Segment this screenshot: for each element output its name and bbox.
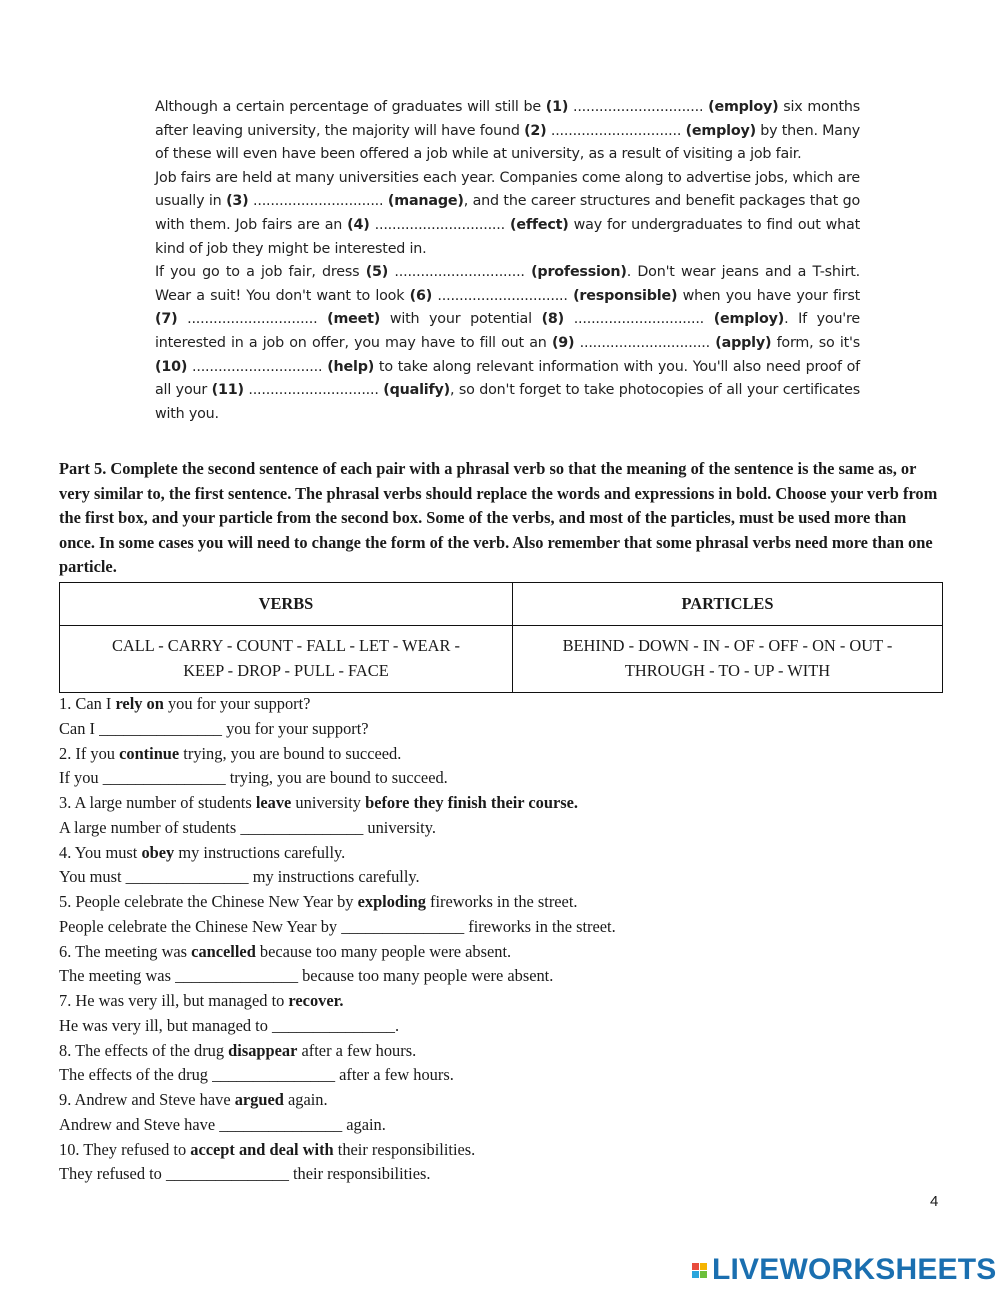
text-run: If you go to a job fair, dress [155, 264, 366, 281]
bold-phrase: disappear [228, 1040, 298, 1060]
particles-list-line-1: BEHIND - DOWN - IN - OF - OFF - ON - OUT - [562, 636, 893, 656]
text-run: again. [283, 1090, 328, 1109]
bold-phrase: (qualify) [383, 382, 450, 399]
bold-phrase: (1) [545, 99, 569, 115]
bold-phrase: (manage) [387, 193, 464, 210]
bold-phrase: (employ) [713, 311, 785, 328]
text-run: Job fairs are held at many universities each year. Companies come along to advertise jobs, which are usually in [155, 169, 860, 210]
answer-blank[interactable]: _______________ [212, 1065, 336, 1085]
exercise-rewrite-sentence [59, 717, 943, 742]
text-run: six months after leaving university, the majority will have found [155, 99, 860, 139]
bold-phrase: (meet) [327, 311, 381, 328]
text-run: A large number of students [59, 817, 241, 837]
exercise-rewrite-sentence [59, 816, 943, 841]
text-run: way for undergraduates to find out what kind of job they might be interested in. [155, 216, 860, 257]
answer-blank[interactable]: _______________ [102, 768, 226, 788]
answer-blank[interactable]: _______________ [175, 966, 299, 986]
answer-blank[interactable]: _______________ [341, 916, 465, 936]
text-run: their responsibilities. [288, 1164, 431, 1184]
text-run: you for your support? [222, 718, 369, 738]
bold-phrase: (4) [347, 216, 370, 233]
text-run: 1. Can I [59, 694, 116, 713]
verbs-header: VERBS [60, 583, 513, 626]
exercise-rewrite-sentence [59, 964, 943, 989]
text-run: 3. A large number of students [59, 793, 256, 812]
text-run: .............................. [388, 264, 532, 281]
bold-phrase: (employ) [685, 122, 756, 139]
text-run: 5. People celebrate the Chinese New Year by [59, 892, 358, 911]
exercise-original-sentence [59, 1088, 943, 1113]
word-box [59, 582, 943, 693]
bold-phrase: exploding [357, 892, 426, 911]
bold-phrase: rely on [115, 694, 164, 713]
exercise-original-sentence [59, 1039, 943, 1064]
exercise-original-sentence [59, 1138, 943, 1163]
page-number: 4 [930, 1193, 939, 1210]
text-run: you for your support? [163, 694, 311, 713]
exercise-rewrite-sentence [59, 1063, 943, 1088]
exercise-rewrite-sentence [59, 915, 943, 940]
text-run: .............................. [369, 216, 511, 233]
bold-phrase: (responsible) [573, 287, 678, 304]
text-run: 9. Andrew and Steve have [59, 1090, 235, 1109]
passage-paragraph [155, 96, 860, 167]
text-run: , and the career structures and benefit packages that go with them. Job fairs are an [155, 193, 860, 233]
bold-phrase: (9) [551, 334, 575, 351]
particles-list-line-2: THROUGH - TO - UP - WITH [624, 661, 831, 680]
exercise-original-sentence [59, 841, 943, 866]
text-run: .............................. [187, 358, 328, 375]
exercise-rewrite-sentence [59, 865, 943, 890]
text-run: 10. They refused to [59, 1139, 191, 1159]
bold-phrase: (effect) [510, 216, 569, 233]
text-run: form, so it's [771, 334, 860, 351]
text-run: after a few hours. [335, 1065, 454, 1085]
answer-blank[interactable]: _______________ [272, 1015, 395, 1035]
bold-phrase: obey [141, 842, 175, 862]
exercise-original-sentence [59, 989, 943, 1014]
exercise-original-sentence [59, 940, 943, 965]
bold-phrase: recover. [288, 991, 344, 1010]
exercise-original-sentence [59, 791, 943, 816]
text-run: , so don't forget to take photocopies of all your certificates with you. [155, 382, 860, 422]
bold-phrase: (2) [524, 122, 547, 139]
text-run: trying, you are bound to succeed. [179, 743, 402, 763]
text-run: their responsibilities. [333, 1139, 476, 1159]
text-run: my instructions carefully. [174, 842, 346, 862]
text-run: again. [342, 1114, 386, 1134]
text-run: .............................. [564, 311, 714, 328]
bold-phrase: (5) [365, 264, 389, 281]
text-run: . If you're interested in a job on offer, you may have to fill out an [155, 311, 860, 351]
text-run: .............................. [546, 122, 686, 139]
bold-phrase: argued [234, 1090, 284, 1109]
logo-block [692, 1263, 699, 1270]
answer-blank[interactable]: _______________ [125, 867, 249, 887]
text-run: because too many people were absent. [298, 966, 554, 986]
logo-block [700, 1271, 707, 1278]
verbs-list-line-1: CALL - CARRY - COUNT - FALL - LET - WEAR - [111, 636, 460, 656]
text-run: trying, you are bound to succeed. [225, 768, 448, 788]
passage-paragraph [155, 261, 860, 426]
text-run: .............................. [248, 193, 388, 210]
text-run: with your potential [380, 311, 542, 328]
particles-header: PARTICLES [512, 583, 942, 626]
text-run: when you have your first [677, 287, 860, 304]
bold-phrase: cancelled [191, 941, 256, 961]
text-run: to take along relevant information with you. You'll also need proof of all your [155, 358, 860, 399]
text-run: by then. Many of these will even have been offered a job while at university, as a result of visiting a job fair. [155, 122, 860, 163]
bold-phrase: (7) [155, 311, 178, 328]
exercise-original-sentence [59, 742, 943, 767]
exercise-original-sentence [59, 890, 943, 915]
bold-phrase: (profession) [531, 264, 627, 281]
bold-phrase: (apply) [715, 334, 772, 351]
text-run: .............................. [568, 99, 709, 115]
text-run: .............................. [243, 382, 384, 399]
text-run: university. [363, 817, 436, 837]
text-run: You must [59, 867, 126, 887]
bold-phrase: before they finish their course. [365, 793, 578, 812]
logo-block [692, 1271, 699, 1278]
text-run: after a few hours. [297, 1040, 417, 1060]
answer-blank[interactable]: _______________ [165, 1164, 289, 1184]
bold-phrase: (help) [327, 358, 375, 375]
exercise-original-sentence [59, 692, 943, 717]
text-run: because too many people were absent. [255, 941, 512, 961]
logo-blocks-icon [692, 1263, 707, 1278]
exercise-rewrite-sentence [59, 1162, 943, 1187]
verbs-list-line-2: KEEP - DROP - PULL - FACE [183, 661, 389, 680]
passage-paragraph [155, 167, 860, 261]
verbs-cell [60, 626, 513, 693]
scanned-passage [155, 96, 860, 426]
bold-phrase: continue [119, 743, 180, 763]
part5-instructions: Part 5. Complete the second sentence of each pair with a phrasal verb so that the meaning of the sentence is the same as, or very similar to, the first sentence. The phrasal verbs should replace the words and expressions in bold. Choose your verb from the first box, and your particle from the second box. Some of the verbs, and most of the particles, must be used more than once. In some cases you will need to change the form of the verb. Also remember that some phrasal verbs need more than one particle. [59, 459, 938, 577]
bold-phrase: (8) [541, 311, 564, 328]
text-run: university [291, 793, 366, 812]
answer-blank[interactable]: _______________ [219, 1114, 343, 1134]
answer-blank[interactable]: _______________ [99, 718, 222, 738]
text-run: Can I [59, 718, 100, 738]
logo-block [700, 1263, 707, 1270]
text-run: . Don't wear jeans and a T-shirt. Wear a suit! You don't want to look [155, 264, 860, 304]
text-run: . [394, 1015, 400, 1035]
text-run: The meeting was [59, 966, 176, 986]
text-run: .............................. [574, 334, 716, 351]
text-run: fireworks in the street. [425, 892, 578, 911]
text-run: .............................. [177, 311, 328, 328]
particles-cell [512, 626, 942, 693]
bold-phrase: (11) [211, 382, 244, 399]
text-run: my instructions carefully. [248, 867, 420, 887]
text-run: 8. The effects of the drug [59, 1040, 229, 1060]
text-run: Andrew and Steve have [59, 1114, 220, 1134]
bold-phrase: leave [255, 793, 292, 812]
text-run: Although a certain percentage of graduates will still be [155, 99, 546, 115]
exercise-rewrite-sentence [59, 1014, 943, 1039]
liveworksheets-logo [692, 1254, 997, 1286]
exercise-rewrite-sentence [59, 1113, 943, 1138]
text-run: They refused to [59, 1164, 166, 1184]
text-run: .............................. [432, 287, 574, 304]
bold-phrase: (employ) [708, 99, 779, 115]
text-run: He was very ill, but managed to [59, 1015, 273, 1035]
bold-phrase: (10) [155, 358, 188, 375]
bold-phrase: accept and deal with [190, 1139, 334, 1159]
text-run: 7. He was very ill, but managed to [59, 991, 289, 1010]
exercise-rewrite-sentence [59, 766, 943, 791]
answer-blank[interactable]: _______________ [240, 817, 364, 837]
bold-phrase: (3) [226, 193, 249, 210]
text-run: People celebrate the Chinese New Year by [59, 916, 342, 936]
text-run: 6. The meeting was [59, 941, 192, 961]
bold-phrase: (6) [409, 287, 433, 304]
text-run: fireworks in the street. [464, 916, 616, 936]
text-run: The effects of the drug [59, 1065, 213, 1085]
exercise-list [59, 692, 943, 1187]
text-run: If you [59, 768, 103, 788]
text-run: 2. If you [59, 743, 120, 763]
logo-text: LIVEWORKSHEETS [712, 1253, 997, 1286]
text-run: 4. You must [59, 842, 142, 862]
